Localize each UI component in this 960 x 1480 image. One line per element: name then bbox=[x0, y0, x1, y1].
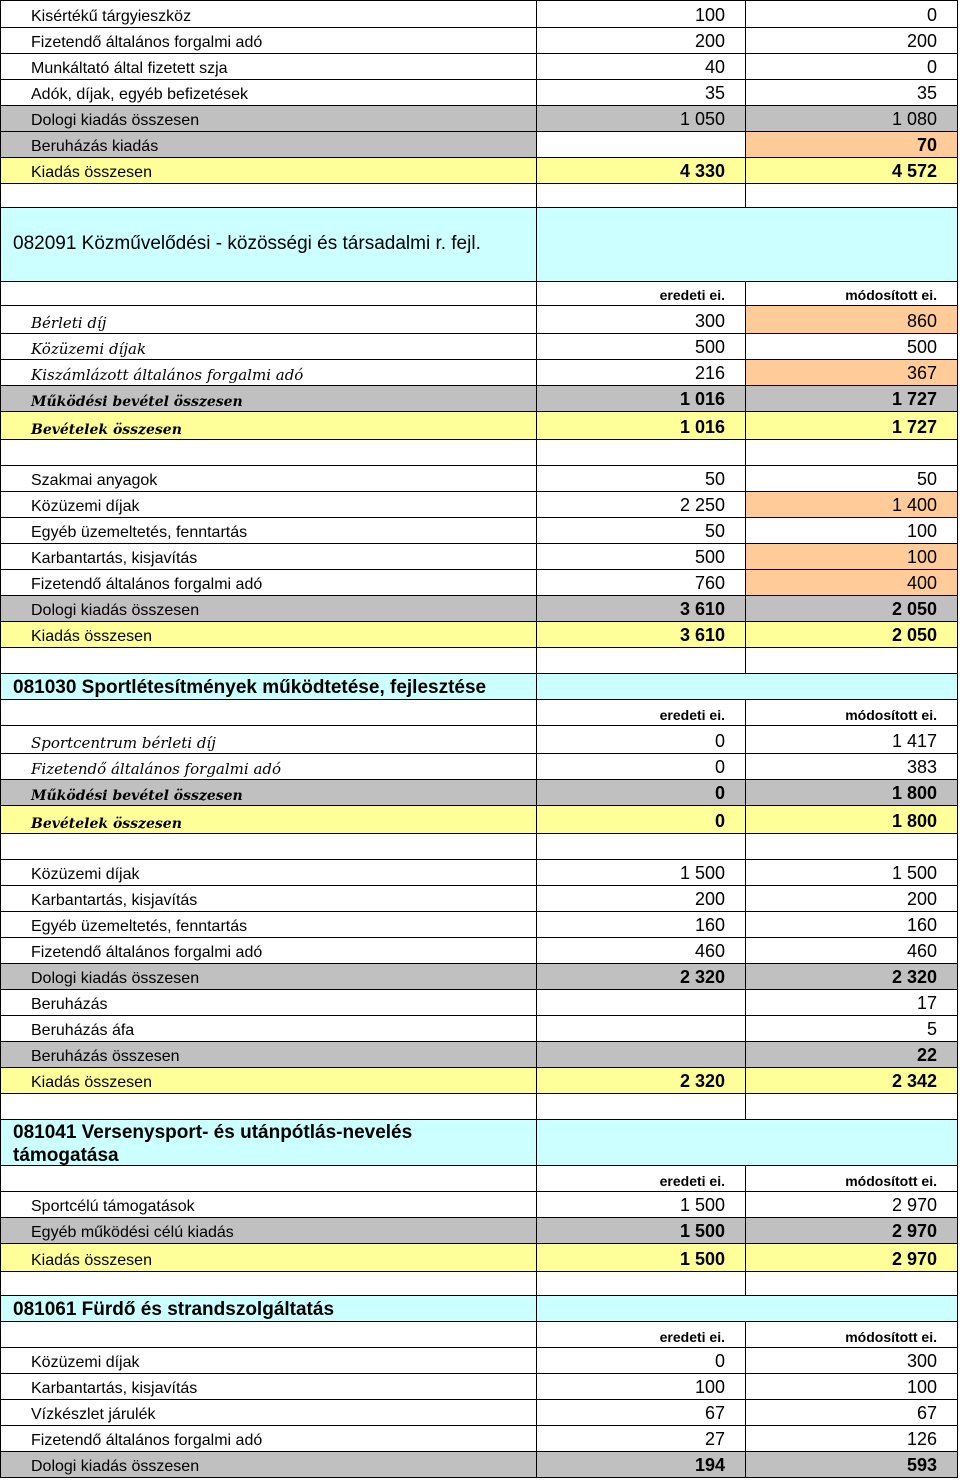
row-value-eredeti: 1 016 bbox=[679, 389, 725, 409]
spacer-row bbox=[0, 440, 958, 466]
table-row bbox=[0, 1016, 958, 1042]
row-label: Dologi kiadás összesen bbox=[31, 1458, 200, 1475]
row-value-eredeti: 0 bbox=[714, 783, 725, 803]
row-label: Dologi kiadás összesen bbox=[31, 970, 200, 987]
row-value-eredeti: 0 bbox=[714, 757, 725, 777]
total-row bbox=[0, 412, 958, 440]
total-row bbox=[0, 1068, 958, 1094]
row-label: Bevételek összesen bbox=[31, 816, 182, 832]
row-label: Egyéb üzemeltetés, fenntartás bbox=[31, 524, 248, 541]
column-header-row bbox=[0, 700, 958, 726]
row-value-modositott: 593 bbox=[906, 1455, 937, 1475]
total-row bbox=[0, 806, 958, 834]
row-value-eredeti: 300 bbox=[694, 311, 725, 331]
column-header-modositott: módosított ei. bbox=[845, 287, 937, 303]
spacer-row bbox=[0, 1272, 958, 1296]
subtotal-row bbox=[0, 132, 958, 158]
row-value-eredeti: 27 bbox=[704, 1429, 725, 1449]
row-label: Közüzemi díjak bbox=[31, 340, 147, 358]
row-value-modositott: 1 800 bbox=[891, 783, 937, 803]
table-row bbox=[0, 1192, 958, 1218]
column-header-row bbox=[0, 282, 958, 306]
row-label: Beruházás kiadás bbox=[31, 138, 159, 155]
column-header-modositott: módosított ei. bbox=[845, 1329, 937, 1345]
row-value-eredeti: 3 610 bbox=[679, 625, 725, 645]
row-value-eredeti: 1 500 bbox=[679, 863, 725, 883]
row-value-eredeti: 500 bbox=[694, 337, 725, 357]
row-value-modositott: 2 050 bbox=[891, 625, 937, 645]
row-value-eredeti: 2 320 bbox=[679, 1071, 725, 1091]
row-label: Bevételek összesen bbox=[31, 422, 182, 438]
row-value-modositott: 2 970 bbox=[891, 1221, 937, 1241]
row-value-modositott: 2 970 bbox=[891, 1195, 937, 1215]
row-label: Munkáltató által fizetett szja bbox=[31, 60, 228, 77]
row-value-modositott: 70 bbox=[916, 135, 937, 155]
row-value-eredeti: 1 016 bbox=[679, 417, 725, 437]
column-header-modositott: módosított ei. bbox=[845, 1173, 937, 1189]
row-value-eredeti: 50 bbox=[704, 469, 725, 489]
subtotal-row bbox=[0, 106, 958, 132]
row-label: Karbantartás, kisjavítás bbox=[31, 1380, 198, 1397]
row-label: Fizetendő általános forgalmi adó bbox=[31, 576, 263, 593]
row-value-modositott: 160 bbox=[906, 915, 937, 935]
table-row bbox=[0, 28, 958, 54]
row-value-modositott: 2 970 bbox=[891, 1249, 937, 1269]
row-label: Fizetendő általános forgalmi adó bbox=[31, 1432, 263, 1449]
subtotal-row bbox=[0, 1452, 958, 1478]
row-label: Kisértékű tárgyieszköz bbox=[31, 8, 192, 25]
table-row bbox=[0, 886, 958, 912]
row-value-eredeti: 500 bbox=[694, 547, 725, 567]
column-header-row bbox=[0, 1322, 958, 1348]
row-label: Sportcentrum bérleti díj bbox=[31, 734, 216, 752]
row-value-modositott: 460 bbox=[906, 941, 937, 961]
section-title: 082091 Közművelődési - közösségi és társadalmi r. fejl. bbox=[13, 233, 481, 254]
subtotal-row bbox=[0, 596, 958, 622]
table-row bbox=[0, 860, 958, 886]
row-label: Beruházás bbox=[31, 996, 108, 1013]
row-value-modositott: 0 bbox=[926, 5, 937, 25]
row-label: Fizetendő általános forgalmi adó bbox=[31, 34, 263, 51]
row-value-modositott: 100 bbox=[906, 1377, 937, 1397]
row-value-modositott: 100 bbox=[906, 547, 937, 567]
row-value-modositott: 200 bbox=[906, 889, 937, 909]
row-value-eredeti: 2 320 bbox=[679, 967, 725, 987]
row-value-eredeti: 2 250 bbox=[679, 495, 725, 515]
row-value-modositott: 1 417 bbox=[891, 731, 937, 751]
spacer-row bbox=[0, 184, 958, 208]
row-value-modositott: 400 bbox=[906, 573, 937, 593]
row-value-modositott: 35 bbox=[916, 83, 937, 103]
row-value-modositott: 1 400 bbox=[891, 495, 937, 515]
section-title: 081061 Fürdő és strandszolgáltatás bbox=[13, 1299, 335, 1320]
table-row bbox=[0, 1426, 958, 1452]
table-row bbox=[0, 80, 958, 106]
table-row bbox=[0, 1400, 958, 1426]
row-value-modositott: 500 bbox=[906, 337, 937, 357]
row-value-eredeti: 40 bbox=[704, 57, 725, 77]
row-value-eredeti: 0 bbox=[714, 1351, 725, 1371]
row-value-eredeti: 200 bbox=[694, 889, 725, 909]
table-row bbox=[0, 360, 958, 386]
row-label: Beruházás áfa bbox=[31, 1022, 135, 1039]
table-row bbox=[0, 570, 958, 596]
row-value-modositott: 5 bbox=[926, 1019, 937, 1039]
column-header-eredeti: eredeti ei. bbox=[659, 707, 725, 723]
subtotal-row bbox=[0, 386, 958, 412]
table-row bbox=[0, 54, 958, 80]
row-label: Beruházás összesen bbox=[31, 1048, 180, 1065]
section-header bbox=[0, 208, 958, 282]
row-value-modositott: 300 bbox=[906, 1351, 937, 1371]
row-value-modositott: 1 727 bbox=[891, 417, 937, 437]
row-label: Kiszámlázott általános forgalmi adó bbox=[31, 366, 304, 384]
row-value-eredeti: 0 bbox=[714, 811, 725, 831]
column-header-eredeti: eredeti ei. bbox=[659, 287, 725, 303]
row-label: Kiadás összesen bbox=[31, 1252, 152, 1269]
row-label: Kiadás összesen bbox=[31, 164, 152, 181]
table-row bbox=[0, 938, 958, 964]
row-label: Vízkészlet járulék bbox=[31, 1406, 156, 1423]
subtotal-row bbox=[0, 780, 958, 806]
row-label: Karbantartás, kisjavítás bbox=[31, 892, 198, 909]
total-row bbox=[0, 1244, 958, 1272]
row-value-eredeti: 35 bbox=[704, 83, 725, 103]
row-value-modositott: 1 800 bbox=[891, 811, 937, 831]
column-header-eredeti: eredeti ei. bbox=[659, 1173, 725, 1189]
table-row bbox=[0, 466, 958, 492]
row-label: Dologi kiadás összesen bbox=[31, 112, 200, 129]
row-label: Szakmai anyagok bbox=[31, 472, 158, 489]
row-value-modositott: 1 080 bbox=[891, 109, 937, 129]
row-value-eredeti: 216 bbox=[694, 363, 725, 383]
row-label: Egyéb működési célú kiadás bbox=[31, 1224, 234, 1241]
table-row bbox=[0, 492, 958, 518]
row-value-eredeti: 1 050 bbox=[679, 109, 725, 129]
row-label: Fizetendő általános forgalmi adó bbox=[31, 944, 263, 961]
subtotal-row bbox=[0, 1218, 958, 1244]
row-label: Működési bevétel összesen bbox=[31, 788, 243, 804]
row-label: Közüzemi díjak bbox=[31, 498, 140, 515]
column-header-eredeti: eredeti ei. bbox=[659, 1329, 725, 1345]
row-value-eredeti: 100 bbox=[694, 5, 725, 25]
row-value-modositott: 67 bbox=[916, 1403, 937, 1423]
spacer-row bbox=[0, 648, 958, 674]
row-value-eredeti: 160 bbox=[694, 915, 725, 935]
section-header bbox=[0, 1120, 958, 1166]
row-label: Adók, díjak, egyéb befizetések bbox=[31, 86, 249, 103]
section-header bbox=[0, 1296, 958, 1322]
column-header-modositott: módosított ei. bbox=[845, 707, 937, 723]
row-value-modositott: 4 572 bbox=[891, 161, 937, 181]
section-title: 081041 Versenysport- és utánpótlás-nevelés támogatása bbox=[13, 1122, 413, 1166]
row-value-eredeti: 50 bbox=[704, 521, 725, 541]
row-label: Fizetendő általános forgalmi adó bbox=[31, 760, 282, 778]
row-value-modositott: 2 320 bbox=[891, 967, 937, 987]
row-value-modositott: 200 bbox=[906, 31, 937, 51]
row-value-modositott: 0 bbox=[926, 57, 937, 77]
row-label: Közüzemi díjak bbox=[31, 1354, 140, 1371]
row-value-modositott: 383 bbox=[906, 757, 937, 777]
row-value-eredeti: 460 bbox=[694, 941, 725, 961]
table-row bbox=[0, 754, 958, 780]
section-header bbox=[0, 674, 958, 700]
row-value-modositott: 860 bbox=[906, 311, 937, 331]
row-label: Egyéb üzemeltetés, fenntartás bbox=[31, 918, 248, 935]
row-value-modositott: 50 bbox=[916, 469, 937, 489]
subtotal-row bbox=[0, 1042, 958, 1068]
row-value-eredeti: 760 bbox=[694, 573, 725, 593]
row-value-modositott: 100 bbox=[906, 521, 937, 541]
row-value-eredeti: 200 bbox=[694, 31, 725, 51]
table-row bbox=[0, 1374, 958, 1400]
table-row bbox=[0, 334, 958, 360]
section-title: 081030 Sportlétesítmények működtetése, fejlesztése bbox=[13, 677, 487, 698]
table-row bbox=[0, 0, 958, 28]
table-row bbox=[0, 306, 958, 334]
row-value-modositott: 17 bbox=[916, 993, 937, 1013]
total-row bbox=[0, 158, 958, 184]
row-value-modositott: 2 050 bbox=[891, 599, 937, 619]
table-row bbox=[0, 726, 958, 754]
row-label: Közüzemi díjak bbox=[31, 866, 140, 883]
row-value-eredeti: 1 500 bbox=[679, 1195, 725, 1215]
row-value-modositott: 2 342 bbox=[891, 1071, 937, 1091]
table-row bbox=[0, 518, 958, 544]
row-label: Karbantartás, kisjavítás bbox=[31, 550, 198, 567]
row-value-eredeti: 0 bbox=[714, 731, 725, 751]
spacer-row bbox=[0, 834, 958, 860]
row-value-eredeti: 3 610 bbox=[679, 599, 725, 619]
row-value-modositott: 22 bbox=[916, 1045, 937, 1065]
table-row bbox=[0, 990, 958, 1016]
row-label: Kiadás összesen bbox=[31, 1074, 152, 1091]
row-value-eredeti: 67 bbox=[704, 1403, 725, 1423]
row-label: Működési bevétel összesen bbox=[31, 394, 243, 410]
table-row bbox=[0, 912, 958, 938]
subtotal-row bbox=[0, 964, 958, 990]
row-label: Bérleti díj bbox=[31, 314, 107, 332]
row-value-eredeti: 1 500 bbox=[679, 1221, 725, 1241]
row-value-modositott: 1 500 bbox=[891, 863, 937, 883]
row-value-eredeti: 4 330 bbox=[679, 161, 725, 181]
row-value-modositott: 1 727 bbox=[891, 389, 937, 409]
row-value-eredeti: 100 bbox=[694, 1377, 725, 1397]
row-label: Sportcélú támogatások bbox=[31, 1198, 195, 1215]
row-label: Kiadás összesen bbox=[31, 628, 152, 645]
table-row bbox=[0, 1348, 958, 1374]
row-value-modositott: 126 bbox=[906, 1429, 937, 1449]
row-value-eredeti: 1 500 bbox=[679, 1249, 725, 1269]
total-row bbox=[0, 622, 958, 648]
column-header-row bbox=[0, 1166, 958, 1192]
table-row bbox=[0, 544, 958, 570]
row-value-eredeti: 194 bbox=[694, 1455, 725, 1475]
spacer-row bbox=[0, 1094, 958, 1120]
row-label: Dologi kiadás összesen bbox=[31, 602, 200, 619]
row-value-modositott: 367 bbox=[906, 363, 937, 383]
